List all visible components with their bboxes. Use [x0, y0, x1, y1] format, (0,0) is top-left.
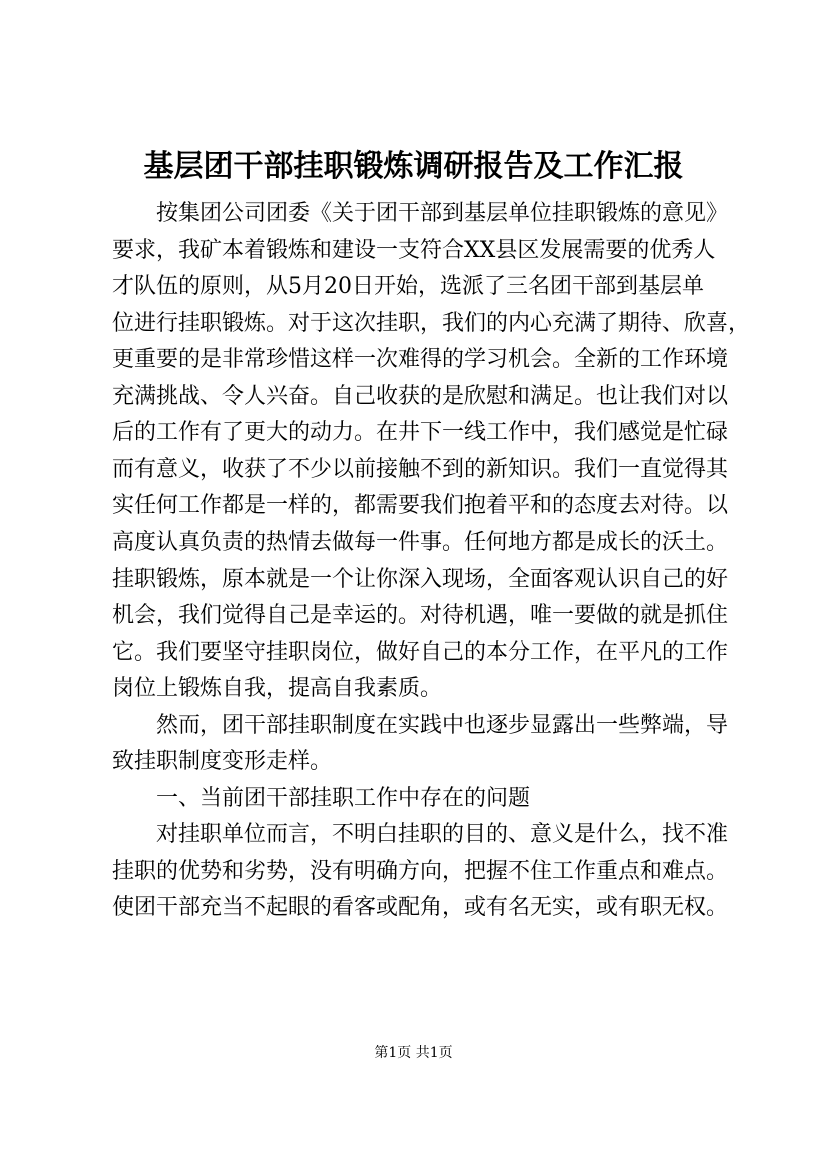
body-line: 它。我们要坚守挂职岗位，做好自己的本分工作，在平凡的工作 [112, 640, 729, 665]
body-line: 然而，团干部挂职制度在实践中也逐步显露出一些弊端，导 [112, 713, 729, 738]
page-footer: 第1页 共1页 [374, 1045, 453, 1061]
body-line: 按集团公司团委《关于团干部到基层单位挂职锻炼的意见》 [112, 201, 729, 226]
body-line: 后的工作有了更大的动力。在井下一线工作中，我们感觉是忙碌 [112, 420, 729, 445]
document-title: 基层团干部挂职锻炼调研报告及工作汇报 [143, 149, 684, 184]
body-line: 高度认真负责的热情去做每一件事。任何地方都是成长的沃土。 [112, 530, 729, 555]
body-line: 要求，我矿本着锻炼和建设一支符合XX县区发展需要的优秀人 [112, 238, 716, 263]
body-line: 才队伍的原则，从5月20日开始，选派了三名团干部到基层单 [112, 274, 704, 299]
body-line: 致挂职制度变形走样。 [112, 749, 333, 774]
body-line: 更重要的是非常珍惜这样一次难得的学习机会。全新的工作环境 [112, 347, 729, 372]
body-line: 实任何工作都是一样的，都需要我们抱着平和的态度去对待。以 [112, 493, 729, 518]
body-line: 岗位上锻炼自我，提高自我素质。 [112, 676, 443, 701]
body-line: 挂职的优势和劣势，没有明确方向，把握不住工作重点和难点。 [112, 859, 729, 884]
body-line: 位进行挂职锻炼。对于这次挂职，我们的内心充满了期待、欣喜， [112, 311, 751, 336]
body-line: 充满挑战、令人兴奋。自己收获的是欣慰和满足。也让我们对以 [112, 384, 729, 409]
body-line: 而有意义，收获了不少以前接触不到的新知识。我们一直觉得其 [112, 457, 729, 482]
body-line: 挂职锻炼，原本就是一个让你深入现场，全面客观认识自己的好 [112, 567, 729, 592]
body-line: 机会，我们觉得自己是幸运的。对待机遇，唯一要做的就是抓住 [112, 603, 729, 628]
body-line: 一、当前团干部挂职工作中存在的问题 [112, 786, 531, 811]
body-line: 使团干部充当不起眼的看客或配角，或有名无实，或有职无权。 [112, 895, 729, 920]
body-line: 对挂职单位而言，不明白挂职的目的、意义是什么，找不准 [112, 822, 729, 847]
